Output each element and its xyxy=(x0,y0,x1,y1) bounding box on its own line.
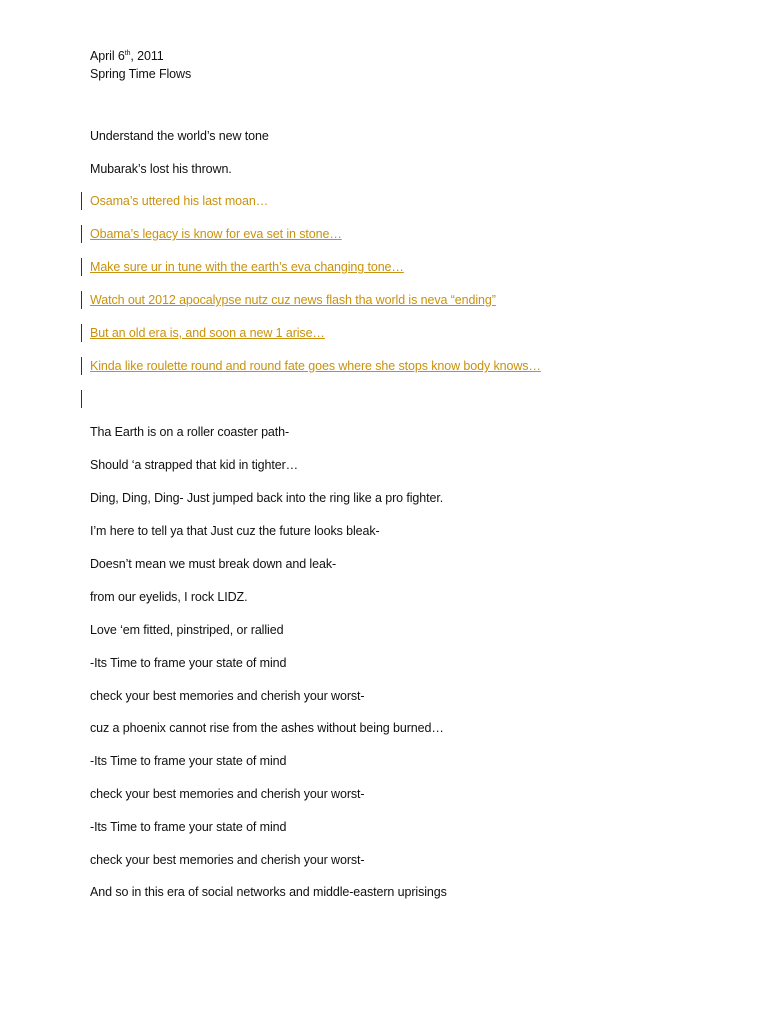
tracked-insertion-line: Watch out 2012 apocalypse nutz cuz news flash tha world is neva “ending” xyxy=(90,293,496,307)
poem-line: -Its Time to frame your state of mind xyxy=(90,820,287,834)
poem-line: Tha Earth is on a roller coaster path- xyxy=(90,425,290,439)
document-title: Spring Time Flows xyxy=(90,67,192,81)
poem-line: I’m here to tell ya that Just cuz the future looks bleak- xyxy=(90,524,380,538)
change-bar xyxy=(81,324,82,342)
poem-line: -Its Time to frame your state of mind xyxy=(90,656,287,670)
poem-line: check your best memories and cherish your worst- xyxy=(90,689,365,703)
change-bar xyxy=(81,192,82,210)
poem-line: from our eyelids, I rock LIDZ. xyxy=(90,590,248,604)
change-bar xyxy=(81,291,82,309)
change-bar xyxy=(81,225,82,243)
tracked-insertion-line: Kinda like roulette round and round fate goes where she stops know body knows… xyxy=(90,359,541,373)
poem-line: Mubarak’s lost his thrown. xyxy=(90,162,232,176)
change-bar xyxy=(81,258,82,276)
poem-line: Doesn’t mean we must break down and leak- xyxy=(90,557,337,571)
poem-line: -Its Time to frame your state of mind xyxy=(90,754,287,768)
poem-line: And so in this era of social networks and middle-eastern uprisings xyxy=(90,885,447,899)
poem-line: Understand the world’s new tone xyxy=(90,129,269,143)
poem-line: check your best memories and cherish your worst- xyxy=(90,853,365,867)
tracked-insertion-line: Obama’s legacy is know for eva set in stone… xyxy=(90,227,342,241)
poem-line: cuz a phoenix cannot rise from the ashes without being burned… xyxy=(90,721,444,735)
tracked-insertion-line: Osama’s uttered his last moan… xyxy=(90,194,269,208)
change-bar xyxy=(81,357,82,375)
tracked-insertion-line: But an old era is, and soon a new 1 arise… xyxy=(90,326,325,340)
change-bar xyxy=(81,390,82,408)
tracked-insertion-line: Make sure ur in tune with the earth’s eva changing tone… xyxy=(90,260,404,274)
document-date: April 6th, 2011 xyxy=(90,49,164,63)
poem-line: Should ‘a strapped that kid in tighter… xyxy=(90,458,299,472)
poem-line: Ding, Ding, Ding- Just jumped back into the ring like a pro fighter. xyxy=(90,491,444,505)
poem-line: check your best memories and cherish your worst- xyxy=(90,787,365,801)
poem-line: Love ‘em fitted, pinstriped, or rallied xyxy=(90,623,284,637)
